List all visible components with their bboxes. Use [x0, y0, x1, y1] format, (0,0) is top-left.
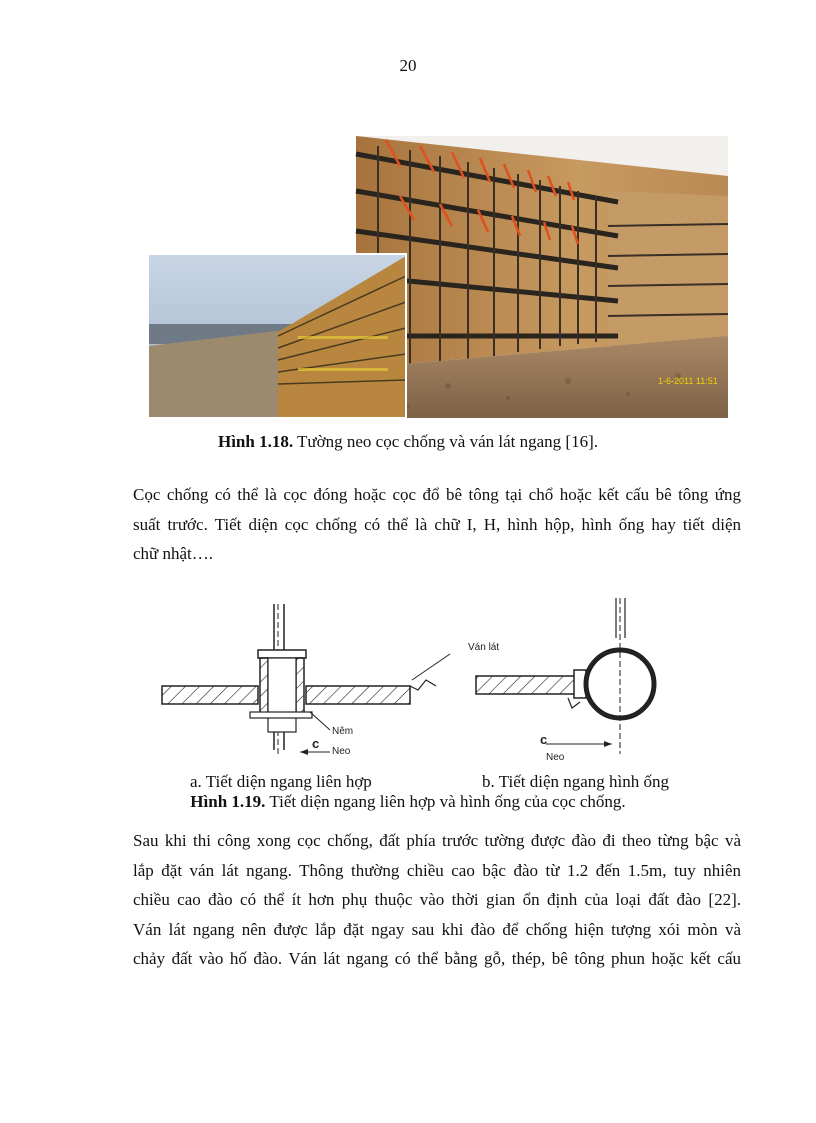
- centerline-left: c: [312, 736, 320, 751]
- figure-1-19-text: Tiết diện ngang liên hợp và hình ống của cọc chống.: [269, 792, 626, 811]
- label-nem: Nêm: [332, 726, 354, 737]
- paragraph-2-line: Ván lát ngang nên được lắp đặt ngay sau khi đào để chống hiện tượng xói mòn và: [133, 919, 741, 939]
- paragraph-1: [133, 480, 741, 569]
- figure-1-18-photos: [148, 136, 728, 418]
- photo-composite: [148, 136, 728, 418]
- tubular-section-drawing: [468, 598, 654, 763]
- paragraph-1-line: suất trước. Tiết diện cọc chống có thể là chữ I, H, hình hộp, hình ống hay tiết diện: [133, 514, 741, 534]
- paragraph-2-line: chảy đất vào hố đào. Ván lát ngang có thể bằng gỗ, thép, bê tông phun hoặc kết cấu: [133, 949, 741, 968]
- paragraph-1-line: chữ nhật….: [133, 544, 214, 563]
- paragraph-1-line: Cọc chống có thể là cọc đóng hoặc cọc đổ bê tông tại chổ hoặc kết cấu bê tông ứng: [133, 485, 741, 504]
- photo-date-stamp: 1-6-2011 11:51: [658, 376, 718, 386]
- subcaption-a: a. Tiết diện ngang liên hợp: [190, 772, 372, 791]
- label-neo-right: Neo: [546, 752, 565, 763]
- figure-1-19-label: Hình 1.19.: [190, 792, 266, 811]
- paragraph-2-line: chiều cao đào có thể ít hơn phụ thuộc vào thời gian ổn định của loại đất đào [22].: [133, 890, 741, 909]
- label-neo-left: Neo: [332, 746, 351, 757]
- figure-1-18-text: Tường neo cọc chống và ván lát ngang [16].: [297, 432, 599, 451]
- paragraph-2: [133, 826, 741, 974]
- figure-1-19-caption: [0, 792, 816, 812]
- composite-section-drawing: [162, 604, 450, 757]
- label-van-lat: Ván lát: [468, 642, 500, 653]
- figure-1-18-caption: [0, 432, 816, 452]
- photo-large-sheet-wall: [356, 136, 728, 418]
- figure-1-19-diagrams: [150, 594, 690, 774]
- paragraph-2-line: Sau khi thi công xong cọc chống, đất phía trước tường được đào đi theo từng bậc và: [133, 831, 741, 850]
- photo-small-long-wall: [148, 254, 406, 418]
- page-number: 20: [399, 56, 417, 75]
- figure-1-18-label: Hình 1.18.: [217, 432, 294, 451]
- paragraph-2-line: lắp đặt ván lát ngang. Thông thường chiều cao bậc đào từ 1.2 đến 1.5m, tuy nhiên: [133, 860, 741, 880]
- cross-section-drawings: [150, 594, 690, 774]
- subcaption-b: b. Tiết diện ngang hình ống: [482, 772, 670, 791]
- centerline-right: c: [540, 732, 548, 747]
